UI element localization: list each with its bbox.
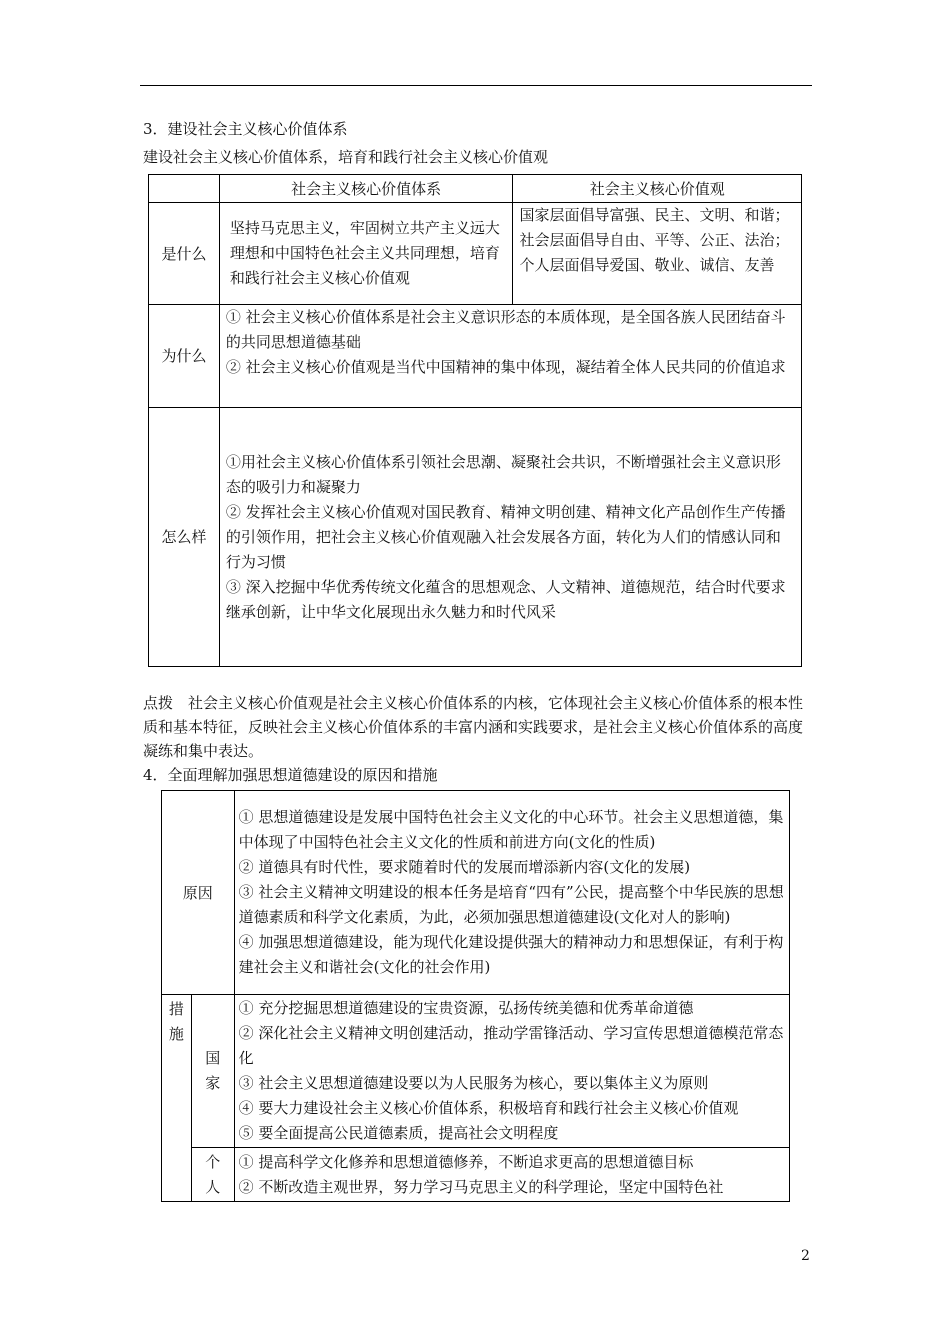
row-label-what: 是什么 bbox=[149, 203, 220, 305]
country-item-2: ② 深化社会主义精神文明创建活动，推动学雷锋活动、学习宣传思想道德模范常态化 bbox=[238, 1024, 784, 1067]
section-4-heading: 4．全面理解加强思想道德建设的原因和措施 bbox=[143, 766, 438, 784]
country-item-4: ④ 要大力建设社会主义核心价值体系，积极培育和践行社会主义核心价值观 bbox=[238, 1099, 739, 1117]
section-3-subtitle: 建设社会主义核心价值体系，培育和践行社会主义核心价值观 bbox=[143, 148, 549, 166]
reasons-row bbox=[162, 791, 790, 995]
individual-label-char-2: 人 bbox=[205, 1177, 221, 1196]
country-item-5: ⑤ 要全面提高公民道德素质，提高社会文明程度 bbox=[238, 1124, 559, 1142]
individual-measures-content bbox=[234, 1148, 789, 1202]
row-label-why: 为什么 bbox=[149, 305, 220, 408]
individual-label-char-1: 个 bbox=[205, 1152, 221, 1171]
why-item-2: ② 社会主义核心价值观是当代中国精神的集中体现，凝结着全体人民共同的价值追求 bbox=[225, 358, 786, 376]
cell-system-what: 坚持马克思主义，牢固树立共产主义远大理想和中国特色社会主义共同理想，培育和践行社会主义核心价值观 bbox=[219, 203, 513, 305]
reasons-content bbox=[234, 791, 789, 995]
reason-label: 原因 bbox=[162, 791, 235, 995]
core-values-table bbox=[148, 174, 802, 667]
moral-construction-table bbox=[161, 790, 790, 1202]
measures-country-row bbox=[162, 995, 790, 1148]
country-label-char-1: 国 bbox=[205, 1049, 221, 1067]
country-item-1: ① 充分挖掘思想道德建设的宝贵资源，弘扬传统美德和优秀革命道德 bbox=[238, 999, 694, 1017]
country-label-char-2: 家 bbox=[205, 1074, 221, 1092]
table-row-how bbox=[149, 408, 802, 667]
how-item-2: ② 发挥社会主义核心价值观对国民教育、精神文明创建、精神文化产品创作生产传播的引领作用，把社会主义核心价值观融入社会发展各方面，转化为人们的情感认同和行为习惯 bbox=[225, 502, 786, 571]
header-rule bbox=[140, 85, 812, 86]
cell-why-content bbox=[219, 305, 801, 408]
section-3-heading: 3．建设社会主义核心价值体系 bbox=[143, 120, 348, 138]
how-item-3: ③ 深入挖掘中华优秀传统文化蕴含的思想观念、人文精神、道德规范，结合时代要求继承创新，让中华文化展现出永久魅力和时代风采 bbox=[225, 577, 786, 621]
col-header-system: 社会主义核心价值体系 bbox=[219, 175, 513, 203]
why-item-1: ① 社会主义核心价值体系是社会主义意识形态的本质体现，是全国各族人民团结奋斗的共同思想道德基础 bbox=[225, 308, 786, 351]
country-measures-content bbox=[234, 995, 789, 1148]
table-row-what bbox=[149, 203, 802, 305]
table-row-why bbox=[149, 305, 802, 408]
country-label bbox=[191, 995, 234, 1148]
measures-individual-row bbox=[162, 1148, 790, 1202]
individual-item-2: ② 不断改造主观世界，努力学习马克思主义的科学理论，坚定中国特色社 bbox=[238, 1177, 724, 1196]
row-label-how: 怎么样 bbox=[149, 408, 220, 667]
how-item-1: ①用社会主义核心价值体系引领社会思潮、凝聚社会共识，不断增强社会主义意识形态的吸引力和凝聚力 bbox=[225, 452, 781, 496]
cell-how-content bbox=[219, 408, 801, 667]
empty-corner-cell bbox=[149, 175, 220, 203]
country-item-3: ③ 社会主义思想道德建设要以为人民服务为核心，要以集体主义为原则 bbox=[238, 1074, 709, 1092]
tip-paragraph: 点拨 社会主义核心价值观是社会主义核心价值体系的内核，它体现社会主义核心价值体系的根本性质和基本特征，反映社会主义核心价值体系的丰富内涵和实践要求，是社会主义核心价值体系的高度凝练和集中表达。 bbox=[143, 694, 804, 760]
measures-label bbox=[162, 995, 192, 1202]
measures-label-char-1: 措 bbox=[168, 1000, 184, 1018]
reason-item-3: ③ 社会主义精神文明建设的根本任务是培育“四有”公民，提高整个中华民族的思想道德素质和科学文化素质，为此，必须加强思想道德建设(文化对人的影响) bbox=[238, 883, 784, 926]
cell-values-what: 国家层面倡导富强、民主、文明、和谐；社会层面倡导自由、平等、公正、法治；个人层面倡导爱国、敬业、诚信、友善 bbox=[513, 203, 802, 305]
reason-item-1: ① 思想道德建设是发展中国特色社会主义文化的中心环节。社会主义思想道德，集中体现了中国特色社会主义文化的性质和前进方向(文化的性质) bbox=[238, 808, 784, 851]
measures-label-char-2: 施 bbox=[168, 1025, 184, 1043]
page-number: 2 bbox=[801, 1248, 810, 1264]
col-header-values: 社会主义核心价值观 bbox=[513, 175, 802, 203]
individual-label bbox=[191, 1148, 234, 1202]
reason-item-2: ② 道德具有时代性，要求随着时代的发展而增添新内容(文化的发展) bbox=[238, 858, 691, 876]
table-header-row bbox=[149, 175, 802, 203]
reason-item-4: ④ 加强思想道德建设，能为现代化建设提供强大的精神动力和思想保证，有利于构建社会主义和谐社会(文化的社会作用) bbox=[238, 933, 784, 976]
individual-item-1: ① 提高科学文化修养和思想道德修养，不断追求更高的思想道德目标 bbox=[238, 1152, 694, 1171]
